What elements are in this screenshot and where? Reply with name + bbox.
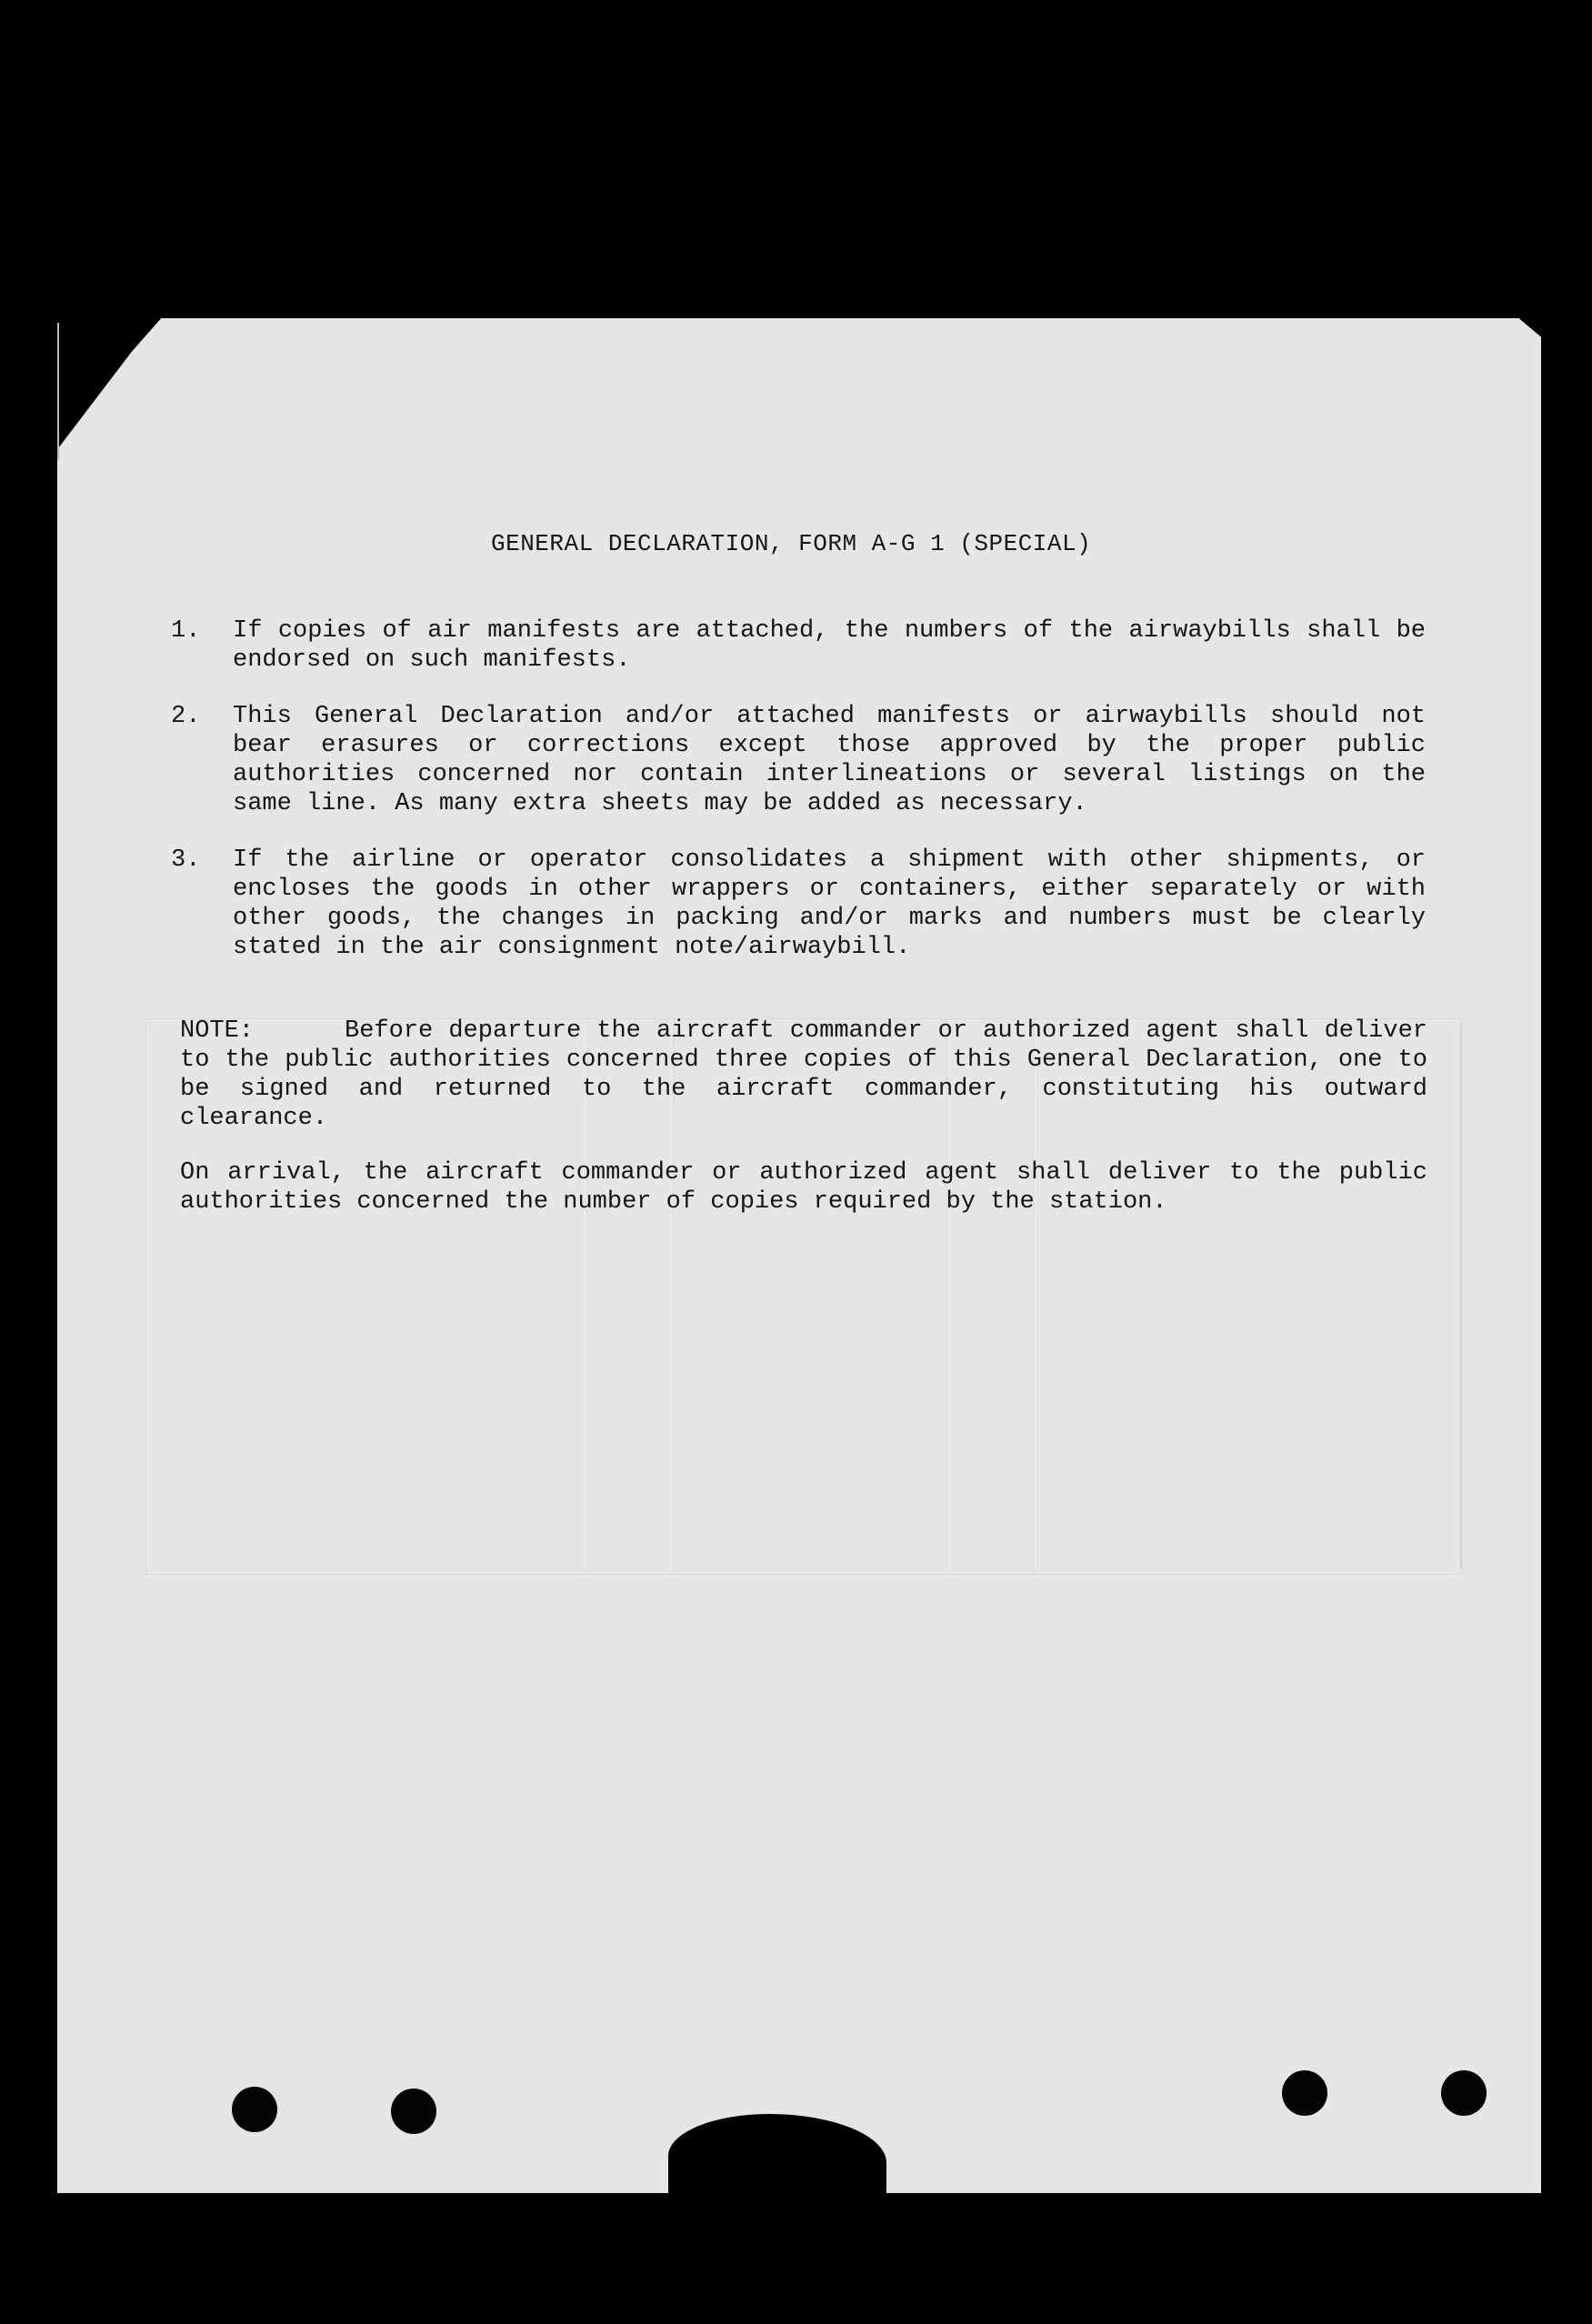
- arrival-paragraph: On arrival, the aircraft commander or authorized agent shall deliver to the public authorities concerned the number of copies required by the station.: [180, 1159, 1427, 1216]
- item-text: If copies of air manifests are attached, the numbers of the airwaybills shall be endorsed on such manifests.: [233, 617, 1426, 674]
- item-number: 1.: [171, 617, 201, 645]
- bleed-through-margin-line: [1460, 1023, 1462, 1568]
- note-paragraph: [180, 1017, 1427, 1133]
- folded-corner: [57, 323, 123, 459]
- item-text: This General Declaration and/or attached manifests or airwaybills should not bear erasures or corrections except those approved by the proper public authorities concerned nor contain interlineations or several listings on the same line. As many extra sheets may be added as necessary.: [233, 703, 1426, 817]
- page-title: GENERAL DECLARATION, FORM A-G 1 (SPECIAL): [491, 530, 1092, 557]
- item-number: 2.: [171, 703, 201, 730]
- item-text: If the airline or operator consolidates a shipment with other shipments, or encloses the goods in other wrappers or containers, either separately or with other goods, the changes in packing and/or marks and numbers must be clearly stated in the air consignment note/airwaybill.: [233, 846, 1426, 961]
- item-number: 3.: [171, 846, 201, 874]
- punch-hole: [1441, 2070, 1487, 2116]
- note-label: NOTE:: [180, 1017, 255, 1045]
- note-text: Before departure the aircraft commander or authorized agent shall deliver to the public authorities concerned three copies of this General Declaration, one to be signed and returned to the aircraft commander, constituting his outward clearance.: [180, 1017, 1427, 1132]
- punch-hole: [1282, 2070, 1327, 2116]
- punch-hole: [232, 2087, 277, 2132]
- punch-hole: [391, 2089, 436, 2134]
